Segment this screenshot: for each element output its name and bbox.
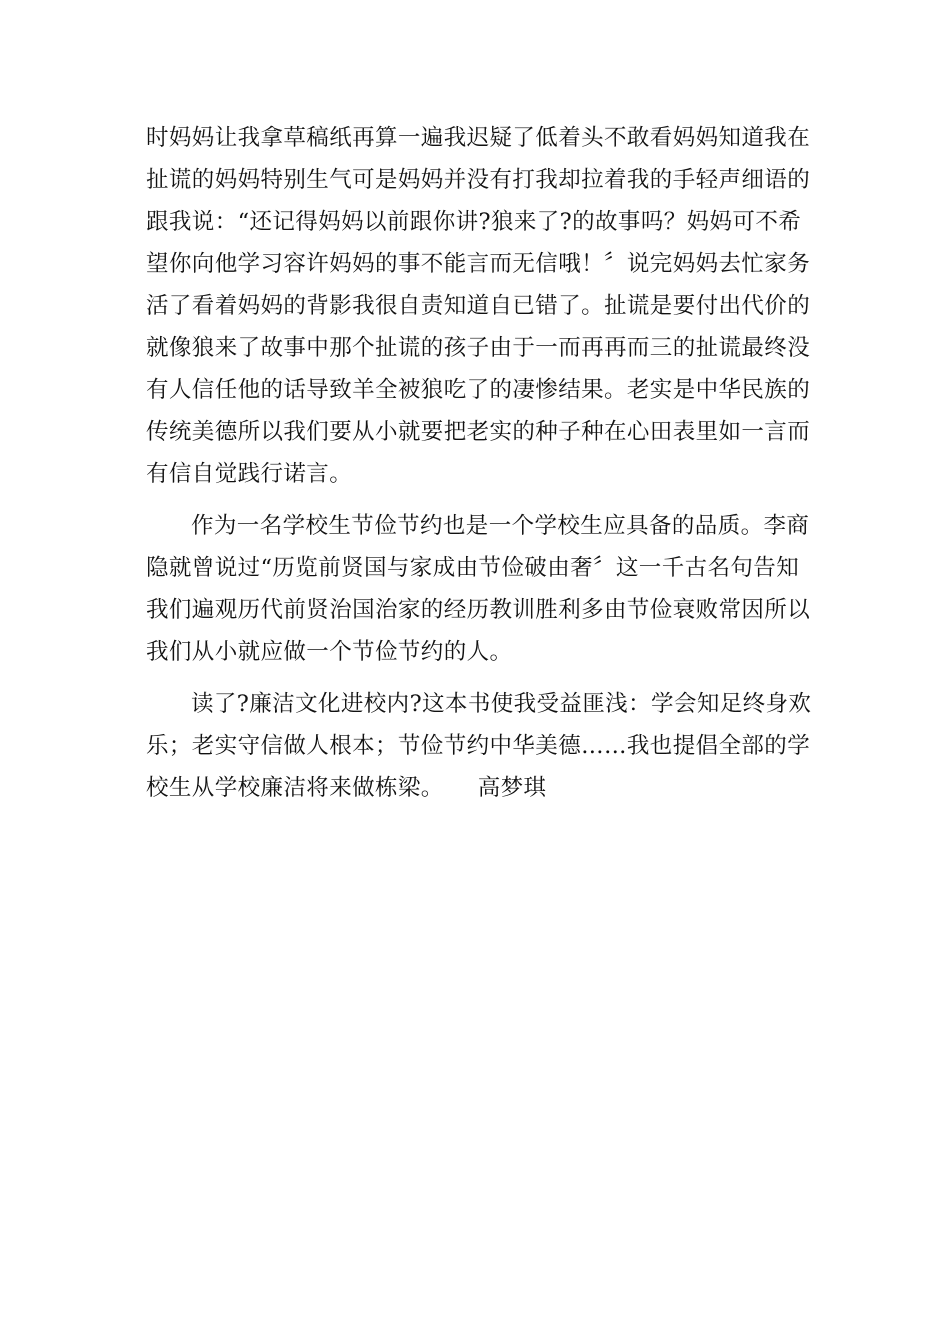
text-line: 我们从小就应做一个节俭节约的人。 (146, 639, 513, 665)
text-line: 有人信任他的话导致羊全被狼吃了的凄惨结果。老实是中华民族的 (146, 377, 811, 403)
text-line: 传统美德所以我们要从小就要把老实的种子种在心田表里如一言而 (146, 419, 811, 445)
text-line: 隐就曾说过“历览前贤国与家成由节俭破由奢〞这一千古名句告知 (146, 555, 800, 581)
closing-sentence: 校生从学校廉洁将来做栋梁。 (146, 775, 444, 801)
paragraph-1 (146, 117, 814, 495)
text-line: 读了?廉洁文化进校内?这本书使我受益匪浅：学会知足终身欢 (191, 691, 812, 717)
text-line: 活了看着妈妈的背影我很自责知道自已错了。扯谎是要付出代价的 (146, 293, 811, 319)
text-line (146, 767, 814, 809)
paragraph-3 (146, 683, 814, 809)
text-line: 时妈妈让我拿草稿纸再算一遍我迟疑了低着头不敢看妈妈知道我在 (146, 125, 811, 151)
text-line: 乐；老实守信做人根本；节俭节约中华美德……我也提倡全部的学 (146, 733, 811, 759)
text-line: 跟我说：“还记得妈妈以前跟你讲?狼来了?的故事吗？妈妈可不希 (146, 209, 802, 235)
text-line: 就像狼来了故事中那个扯谎的孩子由于一而再再而三的扯谎最终没 (146, 335, 811, 361)
document-body (146, 117, 814, 809)
text-line: 我们遍观历代前贤治国治家的经历教训胜利多由节俭衰败常因所以 (146, 597, 811, 623)
author-name: 高梦琪 (477, 775, 547, 801)
text-line: 作为一名学校生节俭节约也是一个学校生应具备的品质。李商 (191, 513, 810, 539)
paragraph-2 (146, 505, 814, 673)
text-line: 扯谎的妈妈特别生气可是妈妈并没有打我却拉着我的手轻声细语的 (146, 167, 811, 193)
paragraph-spacing (146, 673, 814, 683)
text-line: 有信自觉践行诺言。 (146, 461, 353, 487)
text-line: 望你向他学习容许妈妈的事不能言而无信哦！〞说完妈妈去忙家务 (146, 251, 811, 277)
paragraph-spacing (146, 495, 814, 505)
